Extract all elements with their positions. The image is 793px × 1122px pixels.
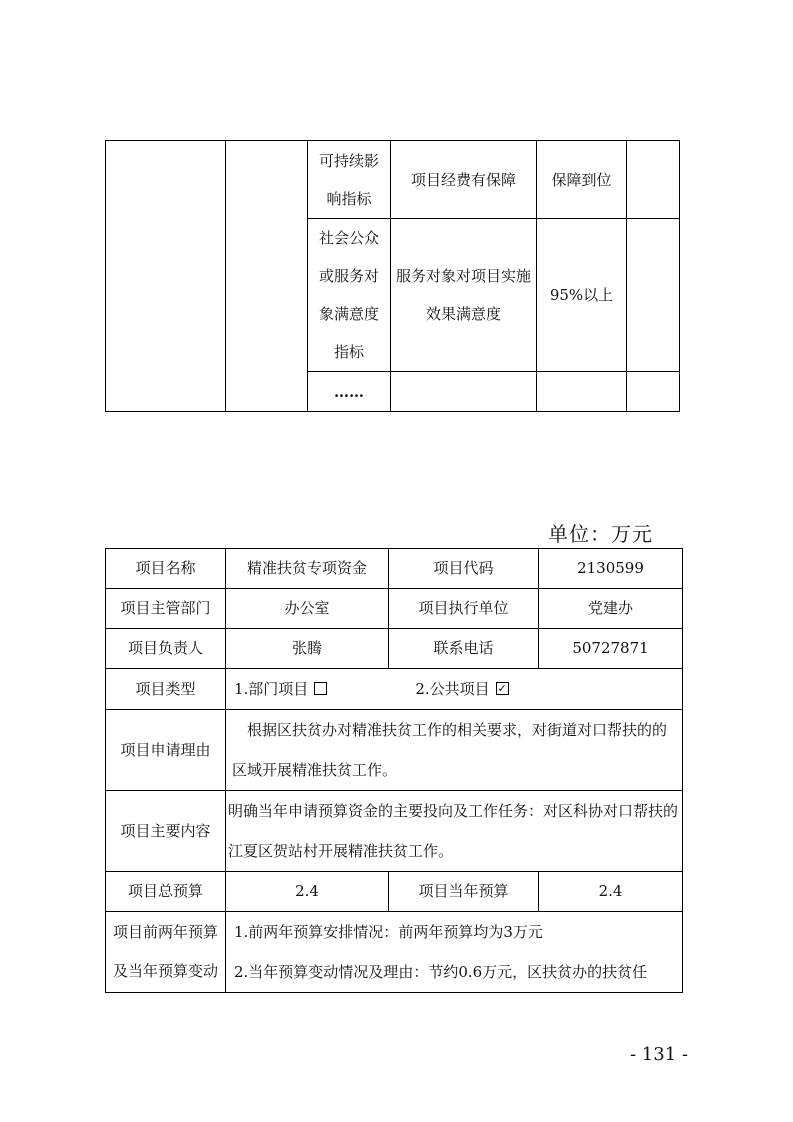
owner-label: 项目负责人 bbox=[106, 629, 226, 669]
type-label: 项目类型 bbox=[106, 669, 226, 710]
checkbox-dept[interactable] bbox=[314, 682, 327, 695]
budget-change-label: 项目前两年预算及当年预算变动 bbox=[106, 912, 226, 993]
level2-indicator-cell bbox=[226, 141, 308, 412]
total-budget-label: 项目总预算 bbox=[106, 872, 226, 912]
checkbox-public[interactable]: ✓ bbox=[497, 681, 507, 695]
page-number: - 131 - bbox=[630, 1044, 688, 1065]
exec-unit-value: 党建办 bbox=[539, 589, 683, 629]
reason-label: 项目申请理由 bbox=[106, 710, 226, 791]
type-options bbox=[226, 669, 683, 710]
type-option-dept: 1.部门项目 bbox=[234, 680, 309, 698]
project-name-label: 项目名称 bbox=[106, 549, 226, 589]
indicator-ellipsis: …… bbox=[308, 372, 391, 412]
indicator-sustainable-impact: 可持续影响指标 bbox=[308, 141, 391, 219]
metric-service-satisfaction: 服务对象对项目实施效果满意度 bbox=[391, 219, 537, 372]
value-95-percent: 95%以上 bbox=[537, 219, 627, 372]
type-option-public: 2.公共项目 bbox=[415, 680, 490, 698]
year-budget-value: 2.4 bbox=[539, 872, 683, 912]
unit-label: 单位：万元 bbox=[548, 522, 653, 546]
project-name-value: 精准扶贫专项资金 bbox=[226, 549, 389, 589]
content-value: 明确当年申请预算资金的主要投向及工作任务：对区科协对口帮扶的江夏区贺站村开展精准扶贫工作。 bbox=[226, 791, 683, 872]
indicator-satisfaction: 社会公众或服务对象满意度指标 bbox=[308, 219, 391, 372]
extra-cell bbox=[627, 219, 680, 372]
metric-funding-guarantee: 项目经费有保障 bbox=[391, 141, 537, 219]
reason-value: 根据区扶贫办对精准扶贫工作的相关要求，对街道对口帮扶的的区域开展精准扶贫工作。 bbox=[226, 710, 683, 791]
dept-value: 办公室 bbox=[226, 589, 389, 629]
project-code-label: 项目代码 bbox=[389, 549, 539, 589]
value-empty bbox=[537, 372, 627, 412]
performance-indicator-table bbox=[105, 140, 680, 412]
extra-cell bbox=[627, 372, 680, 412]
budget-change-line2: 2.当年预算变动情况及理由：节约0.6万元，区扶贫办的扶贫任 bbox=[234, 963, 648, 981]
exec-unit-label: 项目执行单位 bbox=[389, 589, 539, 629]
project-code-value: 2130599 bbox=[539, 549, 683, 589]
value-guaranteed: 保障到位 bbox=[537, 141, 627, 219]
total-budget-value: 2.4 bbox=[226, 872, 389, 912]
dept-label: 项目主管部门 bbox=[106, 589, 226, 629]
project-info-table bbox=[105, 548, 683, 993]
phone-value: 50727871 bbox=[539, 629, 683, 669]
budget-change-line1: 1.前两年预算安排情况：前两年预算均为3万元 bbox=[234, 923, 543, 941]
year-budget-label: 项目当年预算 bbox=[389, 872, 539, 912]
budget-change-value bbox=[226, 912, 683, 993]
content-label: 项目主要内容 bbox=[106, 791, 226, 872]
extra-cell bbox=[627, 141, 680, 219]
level1-indicator-cell bbox=[106, 141, 226, 412]
owner-value: 张腾 bbox=[226, 629, 389, 669]
metric-empty bbox=[391, 372, 537, 412]
phone-label: 联系电话 bbox=[389, 629, 539, 669]
